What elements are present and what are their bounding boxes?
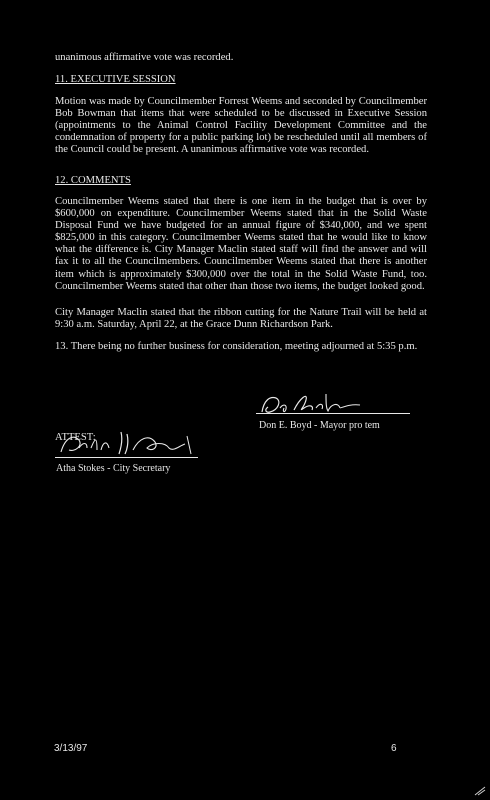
section-11-body: Motion was made by Councilmember Forrest Weems and seconded by Councilmember Bob Bowman that items that were scheduled to be discussed in Executive Session (appointments to the Animal Control Facility Development Committee and the condemnation of property for a public parking lot) be rescheduled until all members of the Council could be present. A unanimous affirmative vote was recorded. — [55, 96, 427, 156]
section-11-heading: 11. EXECUTIVE SESSION — [55, 74, 176, 85]
secretary-signature — [57, 428, 197, 458]
footer-date: 3/13/97 — [54, 743, 88, 754]
section-12-heading: 12. COMMENTS — [55, 175, 131, 186]
footer-page-number: 6 — [391, 743, 397, 754]
section-13-body: 13. There being no further business for consideration, meeting adjourned at 5:35 p.m. — [55, 341, 418, 352]
top-continuation-text: unanimous affirmative vote was recorded. — [55, 52, 234, 63]
section-12-paragraph-1: Councilmember Weems stated that there is one item in the budget that is over by $600,000 on expenditure. Councilmember Weems stated that in the Solid Waste Disposal Fund we have budgeted for an annual figure of $340,000, and we spent $825,000 in this category. Councilmember Weems stated that he would like to know what the difference is. City Manager Maclin stated staff will find the answer and will fax it to all the Councilmembers. Councilmember Weems stated that there is another item which is approximately $300,000 over the total in the Solid Waste Fund, too. Councilmember Weems stated that other than those two items, the budget looked good. — [55, 196, 427, 292]
section-12-paragraph-2: City Manager Maclin stated that the ribbon cutting for the Nature Trail will be held at 9:30 a.m. Saturday, April 22, at the Grace Dunn Richardson Park. — [55, 307, 427, 331]
secretary-signature-line — [55, 457, 198, 458]
scan-corner-mark — [474, 786, 486, 796]
secretary-name: Atha Stokes - City Secretary — [56, 463, 171, 474]
attest-label: ATTEST: — [55, 432, 96, 443]
mayor-name: Don E. Boyd - Mayor pro tem — [259, 420, 380, 431]
mayor-signature-line — [256, 413, 410, 414]
